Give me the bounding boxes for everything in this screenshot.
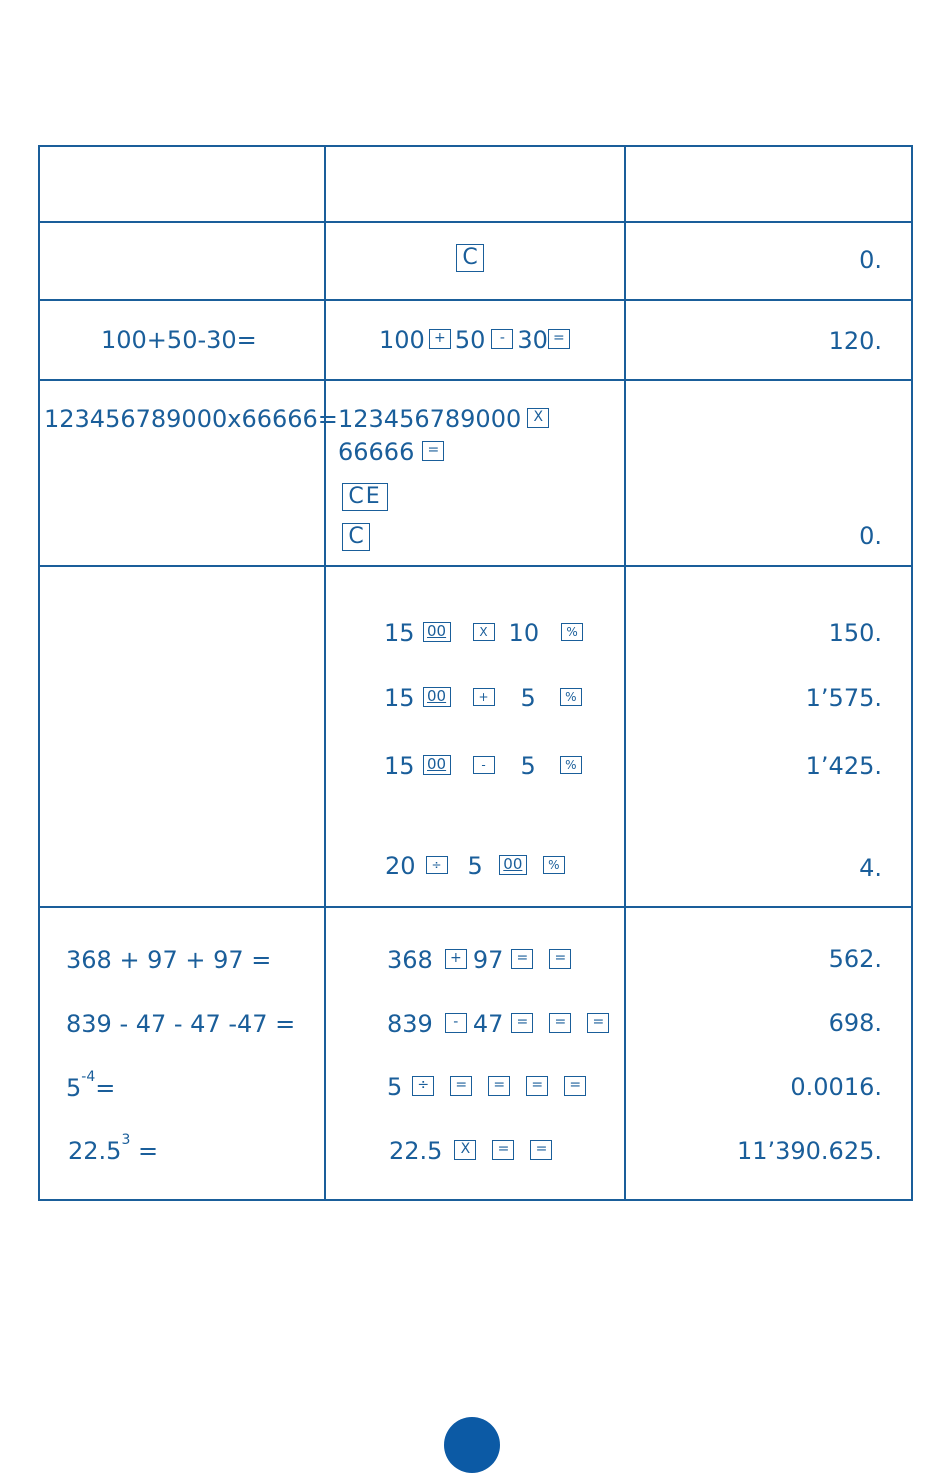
calculation-examples-table: [38, 145, 913, 1201]
row-divider: [40, 299, 911, 301]
expression-exponent: 3: [121, 1132, 131, 1148]
ce-key-icon: CE: [342, 483, 388, 511]
minus-key-icon: -: [445, 1013, 467, 1033]
expression-base: 22.5: [68, 1137, 122, 1165]
keystroke-number: 15: [384, 752, 415, 780]
equals-key-icon: =: [549, 1013, 571, 1033]
keystroke-number: 15: [384, 619, 415, 647]
chain-keystrokes: [379, 326, 570, 354]
double-zero-key-icon: 00: [423, 687, 451, 707]
keystroke-number: 123456789000: [338, 405, 522, 433]
percent-key-icon: %: [561, 623, 583, 641]
column-divider: [324, 147, 326, 1199]
constant-result-3: 0.0016.: [790, 1073, 882, 1101]
equals-key-icon: =: [548, 329, 570, 349]
equals-key-icon: =: [511, 1013, 533, 1033]
divide-key-icon: ÷: [426, 856, 448, 874]
percent-keystrokes-3: [384, 752, 582, 780]
chain-result: 120.: [828, 327, 882, 355]
constant-result-2: 698.: [828, 1009, 882, 1037]
keystroke-number: 5: [520, 752, 536, 780]
overflow-keystrokes-line1: [338, 405, 549, 433]
minus-key-icon: -: [473, 756, 495, 774]
page-marker-dot: [444, 1417, 500, 1473]
percent-keystrokes-4: [385, 852, 565, 880]
overflow-c: [342, 524, 370, 553]
constant-keystrokes-4: [389, 1137, 552, 1165]
plus-key-icon: +: [473, 688, 495, 706]
keystroke-number: 20: [385, 852, 416, 880]
keystroke-number: 97: [472, 946, 504, 974]
divide-key-icon: ÷: [412, 1076, 434, 1096]
c-key-icon: C: [456, 244, 484, 272]
keystroke-number: 100: [379, 326, 425, 354]
percent-result-2: 1’575.: [805, 684, 882, 712]
equals-key-icon: =: [422, 441, 444, 461]
keystroke-number: 5: [467, 852, 483, 880]
percent-key-icon: %: [560, 688, 582, 706]
double-zero-key-icon: 00: [423, 755, 451, 775]
plus-key-icon: +: [429, 329, 451, 349]
constant-expression-3: [66, 1069, 116, 1102]
chain-expression: 100+50-30=: [101, 326, 257, 354]
keystroke-number: 15: [384, 684, 415, 712]
overflow-result: 0.: [859, 522, 882, 550]
minus-key-icon: -: [491, 329, 513, 349]
equals-key-icon: =: [587, 1013, 609, 1033]
clear-keystrokes: [456, 245, 484, 274]
constant-keystrokes-1: [387, 946, 571, 974]
percent-result-3: 1’425.: [805, 752, 882, 780]
multiply-key-icon: X: [473, 623, 495, 641]
equals-key-icon: =: [530, 1140, 552, 1160]
row-divider: [40, 565, 911, 567]
keystroke-number: 66666: [338, 438, 415, 466]
constant-expression-2: 839 - 47 - 47 -47 =: [66, 1010, 296, 1038]
equals-key-icon: =: [492, 1140, 514, 1160]
constant-result-1: 562.: [828, 945, 882, 973]
keystroke-number: 5: [520, 684, 536, 712]
constant-keystrokes-2: [387, 1010, 609, 1038]
equals-key-icon: =: [511, 949, 533, 969]
overflow-keystrokes-line2: [338, 438, 444, 466]
keystroke-number: 47: [472, 1010, 504, 1038]
keystroke-number: 368: [387, 946, 433, 974]
expression-exponent: -4: [81, 1069, 96, 1085]
percent-keystrokes-2: [384, 684, 582, 712]
keystroke-number: 22.5: [389, 1137, 443, 1165]
keystroke-number: 50: [454, 326, 486, 354]
keystroke-number: 839: [387, 1010, 433, 1038]
double-zero-key-icon: 00: [499, 855, 527, 875]
percent-key-icon: %: [560, 756, 582, 774]
equals-key-icon: =: [564, 1076, 586, 1096]
equals-key-icon: =: [549, 949, 571, 969]
keystroke-number: 10: [508, 619, 540, 647]
overflow-expression: 123456789000x66666=: [44, 405, 338, 433]
percent-result-4: 4.: [859, 854, 882, 882]
row-divider: [40, 379, 911, 381]
multiply-key-icon: X: [454, 1140, 476, 1160]
percent-result-1: 150.: [828, 619, 882, 647]
c-key-icon: C: [342, 523, 370, 551]
keystroke-number: 30: [517, 326, 548, 354]
row-divider: [40, 221, 911, 223]
clear-result: 0.: [859, 246, 882, 274]
equals-key-icon: =: [526, 1076, 548, 1096]
plus-key-icon: +: [445, 949, 467, 969]
constant-expression-4: [68, 1132, 159, 1165]
column-divider: [624, 147, 626, 1199]
expression-base: 5: [66, 1074, 82, 1102]
constant-result-4: 11’390.625.: [736, 1137, 882, 1165]
row-divider: [40, 906, 911, 908]
percent-keystrokes-1: [384, 619, 583, 647]
equals-key-icon: =: [488, 1076, 510, 1096]
multiply-key-icon: X: [527, 408, 549, 428]
expression-tail: =: [130, 1137, 159, 1165]
constant-expression-1: 368 + 97 + 97 =: [66, 946, 272, 974]
keystroke-number: 5: [387, 1073, 403, 1101]
constant-keystrokes-3: [387, 1073, 586, 1101]
equals-key-icon: =: [450, 1076, 472, 1096]
double-zero-key-icon: 00: [423, 622, 451, 642]
expression-tail: =: [95, 1074, 116, 1102]
overflow-ce: [342, 484, 388, 513]
percent-key-icon: %: [543, 856, 565, 874]
